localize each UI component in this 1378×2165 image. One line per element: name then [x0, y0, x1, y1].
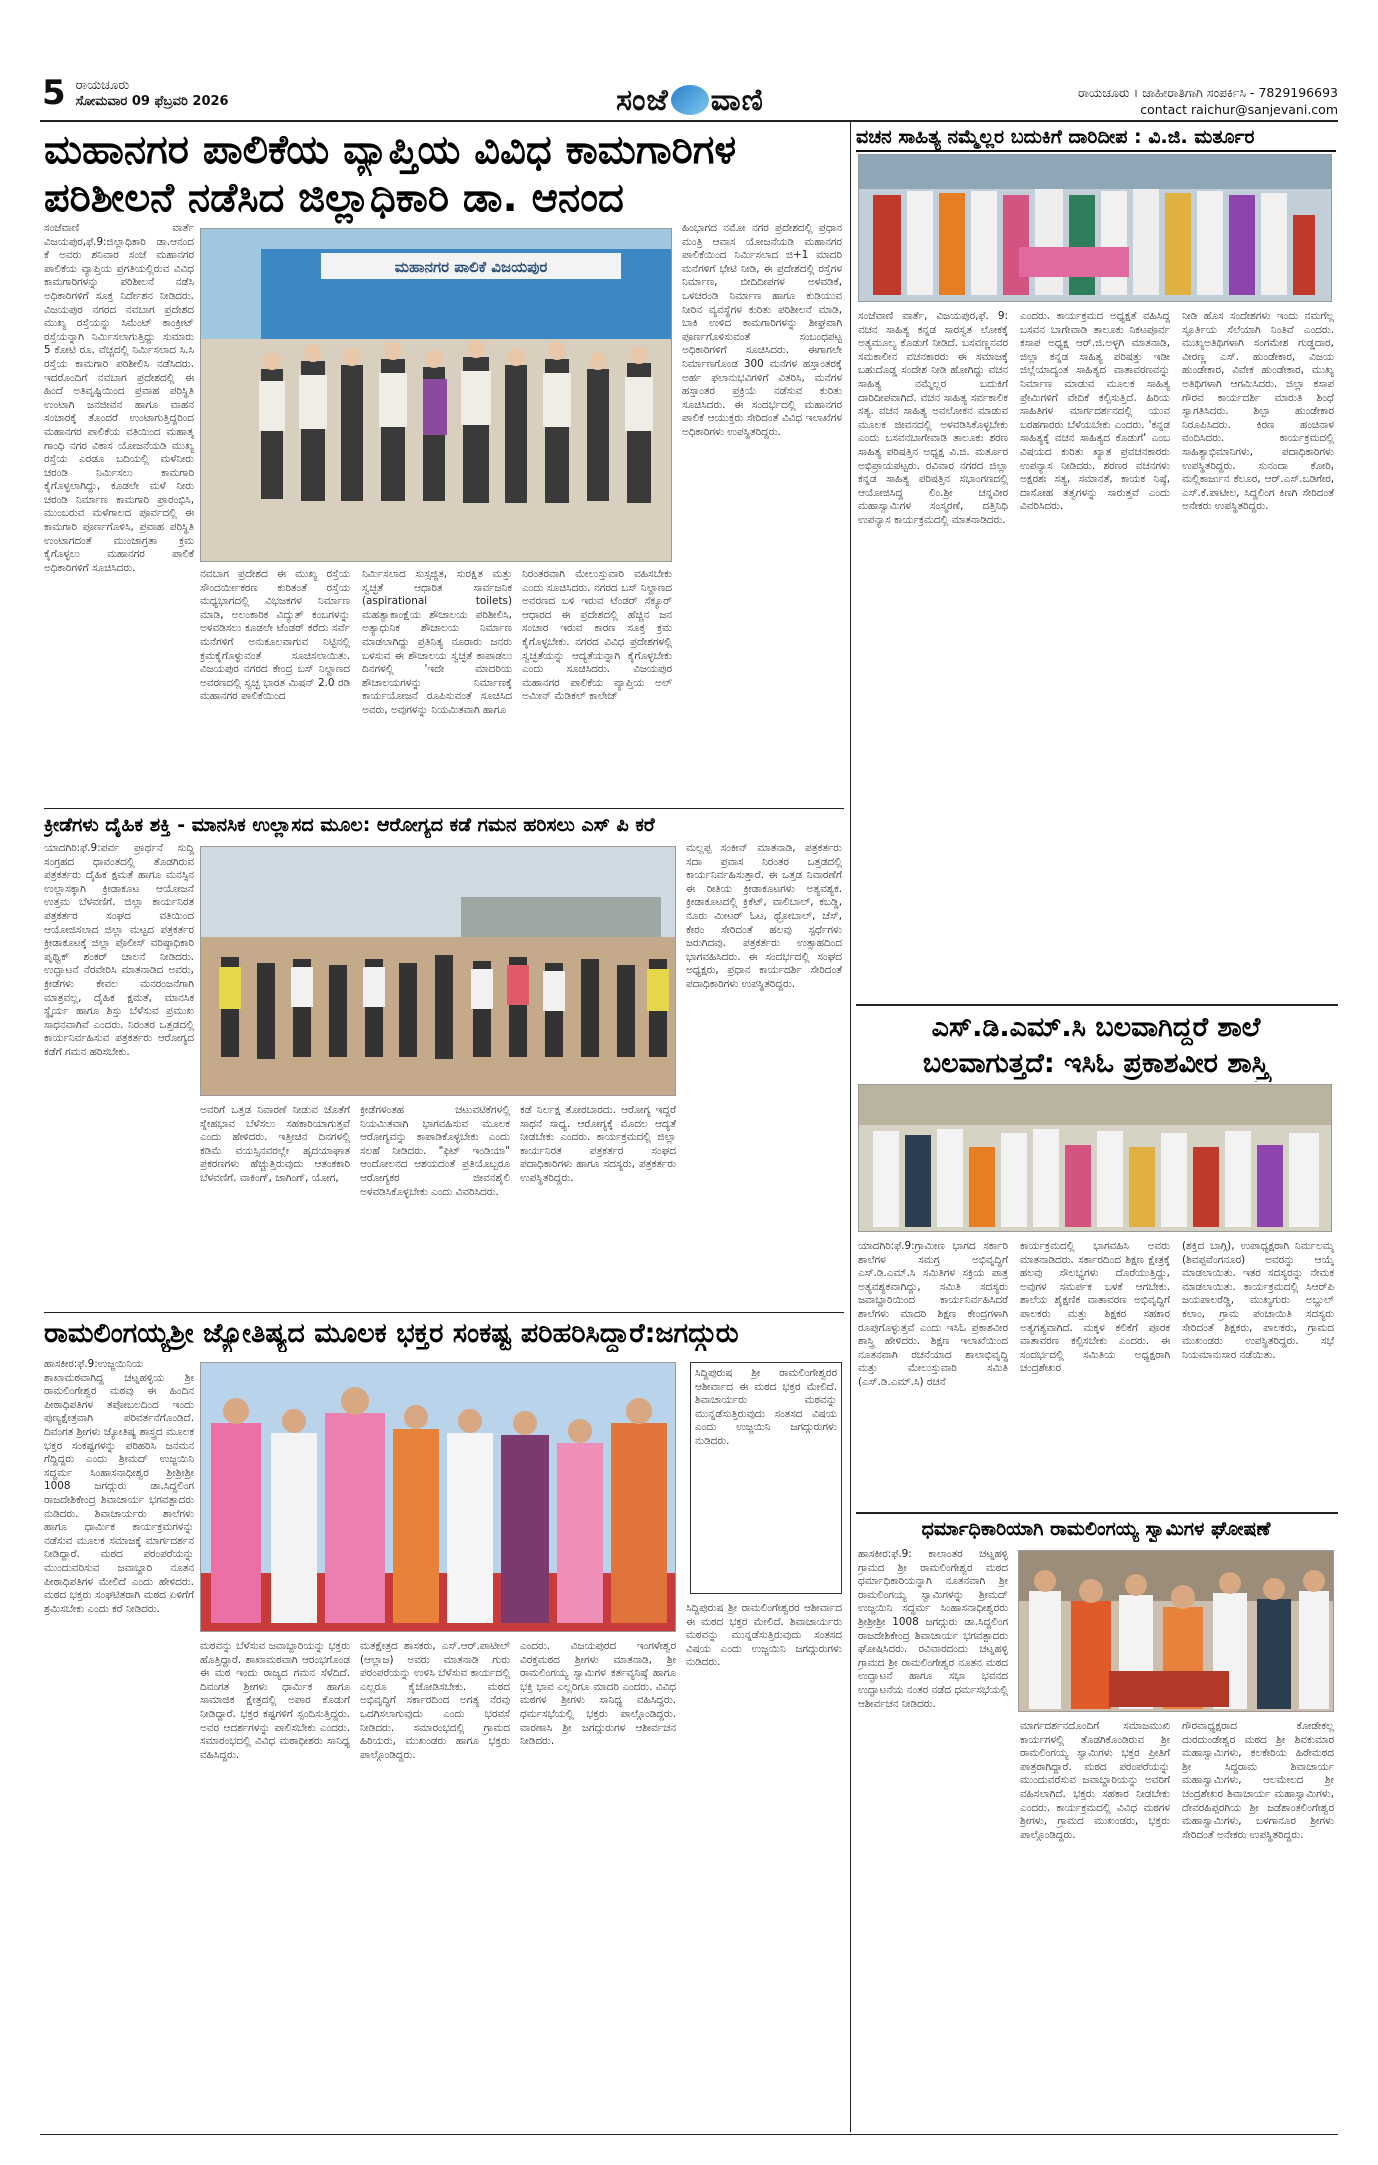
- a5-column-1: ಯಾದಗಿರಿ:ಫೆ.9:ಗ್ರಾಮೀಣ ಭಾಗದ ಸರ್ಕಾರಿ ಶಾಲೆಗಳ ಸಮಗ್ರ ಅಭಿವೃದ್ಧಿಗೆ ಎಸ್.ಡಿ.ಎಮ್.ಸಿ ಸಮಿತಿಗಳ ಸಕ್ರಿಯ ಪಾತ್ರ ಅತ್ಯವಶ್ಯಕವಾಗಿದ್ದು, ಸಮಿತಿ ಸದಸ್ಯರು ಜವಾಬ್ದಾರಿಯಿಂದ ಕಾರ್ಯನಿರ್ವಹಿಸಿದರೆ ಶಾಲೆಗಳು ಮಾದರಿ ಶಿಕ್ಷಣ ಕೇಂದ್ರಗಳಾಗಿ ರೂಪುಗೊಳ್ಳುತ್ತವೆ ಎಂದು ಇಸಿಓ ಪ್ರಕಾಶವೀರ ಶಾಸ್ತ್ರಿ ಹೇಳಿದರು. ಶಿಕ್ಷಣ ಇಲಾಖೆಯಿಂದ ನೂತನವಾಗಿ ರಚನೆಯಾದ ಶಾಲಾಭಿವೃದ್ಧಿ ಮತ್ತು ಮೇಲುಸ್ತುವಾರಿ ಸಮಿತಿ (ಎಸ್.ಡಿ.ಎಮ್.ಸಿ) ರಚನೆ: [858, 1240, 1008, 1388]
- a5-column-2: ಕಾರ್ಯಕ್ರಮದಲ್ಲಿ ಭಾಗವಹಿಸಿ ಅವರು ಮಾತನಾಡಿದರು. ಸರ್ಕಾರದಿಂದ ಶಿಕ್ಷಣ ಕ್ಷೇತ್ರಕ್ಕೆ ಹಲವು ಸೌಲಭ್ಯಗಳು ದೊರೆಯುತ್ತಿದ್ದು, ಅವುಗಳ ಸಮರ್ಪಕ ಬಳಕೆ ಆಗಬೇಕು. ಶಾಲೆಯ ಶೈಕ್ಷಣಿಕ ವಾತಾವರಣ ಅಭಿವೃದ್ಧಿಗೆ ಪಾಲಕರು ಮತ್ತು ಶಿಕ್ಷಕರ ಸಹಕಾರ ಅತ್ಯಗತ್ಯವಾಗಿದೆ. ಮಕ್ಕಳ ಕಲಿಕೆಗೆ ಪೂರಕ ವಾತಾವರಣ ಕಲ್ಪಿಸಬೇಕು ಎಂದರು. ಈ ಸಂದರ್ಭದಲ್ಲಿ ಸಮಿತಿಯ ಅಧ್ಯಕ್ಷರಾಗಿ ಚಂದ್ರಶೇಖರ: [1020, 1240, 1170, 1375]
- a6-photo-image: [1019, 1551, 1334, 1712]
- a1-photo-sign: ಮಹಾನಗರ ಪಾಲಿಕೆ ವಿಜಯಪುರ: [394, 258, 548, 276]
- a1-bottom-rule: [44, 808, 844, 809]
- a6-column-1: ಹಾಸಕೀರ:ಫೆ.9: ಕಾಲಾಂತರ ಚಟ್ನಹಳ್ಳಿ ಗ್ರಾಮದ ಶ್ರೀ ರಾಮಲಿಂಗೇಶ್ವರ ಮಠದ ಧರ್ಮಾಧಿಕಾರಿಯನ್ನಾಗಿ ನೂತನವಾಗಿ ಶ್ರೀ ರಾಮಲಿಂಗಯ್ಯ ಸ್ವಾಮಿಗಳನ್ನು ಶ್ರೀಮದ್ ಉಜ್ಜಯಿನಿ ಸದ್ಧರ್ಮ ಸಿಂಹಾಸನಾಧೀಶ್ವರರು ಶ್ರೀಶ್ರೀಶ್ರೀ 1008 ಜಗದ್ಗುರು ಡಾ.ಸಿದ್ದಲಿಂಗ ರಾಜದೇಶಿಕೇಂದ್ರ ಶಿವಾಚಾರ್ಯ ಭಗವತ್ಪಾದರು ಘೋಷಿಸಿದರು. ರವಿವಾರದಂದು ಚಟ್ನಹಳ್ಳಿ ಗ್ರಾಮದ ಶ್ರೀ ರಾಮಲಿಂಗೇಶ್ವರ ನೂತನ ಮಠದ ಉದ್ಘಾಟನೆ ಹಾಗೂ ಸಭಾ ಭವನದ ಉದ್ಘಾಟನೆಯ ನಂತರ ನಡೆದ ಧರ್ಮಸಭೆಯಲ್ಲಿ ಆಶೀರ್ವಚನ ನೀಡಿದರು.: [858, 1548, 1008, 1710]
- a2-column-4: ಕಡೆ ನಿರ್ಲಕ್ಷ ತೋರಬಾರದು. ಆರೋಗ್ಯ ಇದ್ದರೆ ಸಾಧನೆ ಸಾಧ್ಯ. ಆರೋಗ್ಯಕ್ಕೆ ಮೊದಲ ಆದ್ಯತೆ ನೀಡಬೇಕು ಎಂದರು. ಕಾರ್ಯಕ್ರಮದಲ್ಲಿ ಜಿಲ್ಲಾ ಕಾರ್ಯನಿರತ ಪತ್ರಕರ್ತರ ಸಂಘದ ಪದಾಧಿಕಾರಿಗಳು ಹಾಗೂ ಸದಸ್ಯರು, ಪತ್ರಕರ್ತರು ಉಪಸ್ಥಿತರಿದ್ದರು.: [520, 1104, 676, 1184]
- page-header-left: [42, 73, 229, 113]
- page-number: 5: [42, 73, 66, 113]
- a1-column-2: ನವಬಾಗ ಪ್ರದೇಶದ ಈ ಮುಖ್ಯ ರಸ್ತೆಯ ಸೌಂದರ್ಯೀಕರಣ ಕುರಿತಂತೆ ರಸ್ತೆಯ ಮಧ್ಯಭಾಗದಲ್ಲಿ ವಿಭಜಕಗಳ ನಿರ್ಮಾಣ ಮಾಡಿ, ಅಲಂಕಾರಿಕ ವಿದ್ಯುತ್ ಕಂಬಗಳನ್ನು ಅಳವಡಿಸಲು ಕೂಡಲೇ ಟೆಂಡರ್ ಕರೆದು ಸರ್ವೆ ಮನೆಗಳಿಗೆ ಅನುಕೂಲವಾಗುವ ನಿಟ್ಟಿನಲ್ಲಿ ಕ್ರಮಕೈಗೊಳ್ಳುವಂತೆ ಸೂಚಿಸಲಾಯಿತು. ವಿಜಯಪುರ ನಗರದ ಕೇಂದ್ರ ಬಸ್ ನಿಲ್ದಾಣದ ಅವರಣದಲ್ಲಿ ಸ್ವಚ್ಛ ಭಾರತ ಮಿಷನ್ 2.0 ರಡಿ ಮಹಾನಗರ ಪಾಲಿಕೆಯಿಂದ: [200, 568, 350, 703]
- a2-bottom-rule: [44, 1312, 844, 1313]
- a2-photo-image: [201, 847, 676, 1096]
- a5-headline-line2: ಬಲವಾಗುತ್ತದೆ: ಇಸಿಓ ಪ್ರಕಾಶವೀರ ಶಾಸ್ತ್ರಿ: [922, 1048, 1270, 1079]
- a5-photo-image: [859, 1085, 1332, 1232]
- a3-headline: ರಾಮಲಿಂಗಯ್ಯಶ್ರೀ ಜ್ಯೋತಿಷ್ಯದ ಮೂಲಕ ಭಕ್ತರ ಸಂಕಷ್ಟ ಪರಿಹರಿಸಿದ್ದಾರೆ:ಜಗದ್ಗುರು: [44, 1318, 739, 1349]
- a1-headline-line1: ಮಹಾನಗರ ಪಾಲಿಕೆಯ ವ್ಯಾಪ್ತಿಯ ವಿವಿಧ ಕಾಮಗಾರಿಗಳ: [44, 127, 737, 173]
- a3-column-5: ಸಿದ್ದಿಪುರುಷ ಶ್ರೀ ರಾಮಲಿಂಗೇಶ್ವರರ ಆಶೀರ್ವಾದ ಈ ಮಠದ ಭಕ್ತರ ಮೇಲಿದೆ. ಶಿವಾಚಾರ್ಯರು ಮಠವನ್ನು ಮುನ್ನಡೆಸುತ್ತಿರುವುದು ಸಂತಸದ ವಿಷಯ ಎಂದು ಉಜ್ಜಯಿನಿ ಜಗದ್ಗುರುಗಳು ನುಡಿದರು.: [686, 1602, 842, 1669]
- a1-photo: [200, 228, 672, 562]
- a4-photo: [858, 154, 1332, 302]
- a3-side-note: ಸಿದ್ದಿಪುರುಷ ಶ್ರೀ ರಾಮಲಿಂಗೇಶ್ವರರ ಆಶೀರ್ವಾದ ಈ ಮಠದ ಭಕ್ತರ ಮೇಲಿದೆ. ಶಿವಾಚಾರ್ಯರು ಮಠವನ್ನು ಮುನ್ನಡೆಸುತ್ತಿರುವುದು ಸಂತಸದ ವಿಷಯ ಎಂದು ಉಜ್ಜಯಿನಿ ಜಗದ್ಗುರುಗಳು ನುಡಿದರು.: [695, 1367, 837, 1447]
- a5-headline-line1: ಎಸ್.ಡಿ.ಎಮ್.ಸಿ ಬಲವಾಗಿದ್ದರೆ ಶಾಲೆ: [931, 1012, 1261, 1043]
- a6-column-3: ಗೌರವಾಧ್ಯಕ್ಷರಾದ ಕೋಡೇಕಲ್ಲ ದುರದುಂಡೇಶ್ವರ ಮಠದ ಶ್ರೀ ಶಿವಕುಮಾರ ಮಹಾಸ್ವಾಮಿಗಳು, ಕಲಕೇರಿಯ ಹಿರೇಮಠದ ಶ್ರೀ ಸಿದ್ಧರಾಮ ಶಿವಾಚಾರ್ಯ ಮಹಾಸ್ವಾಮಿಗಳು, ಆಲಮೇಲದ ಶ್ರೀ ಚಂದ್ರಶೇಖರ ಶಿವಾಚಾರ್ಯ ಮಹಾಸ್ವಾಮಿಗಳು, ದೇವರಹಿಪ್ಪರಗಿಯ ಶ್ರೀ ಜಡೆಶಾಂತಲಿಂಗೇಶ್ವರ ಮಹಾಸ್ವಾಮಿಗಳು, ಬಳಗಾನೂರ ಶ್ರೀಗಳು ಸೇರಿದಂತೆ ಅನೇಕರು ಉಪಸ್ಥಿತರಿದ್ದರು.: [1182, 1720, 1334, 1841]
- a4-headline: ವಚನ ಸಾಹಿತ್ಯ ನಮ್ಮೆಲ್ಲರ ಬದುಕಿಗೆ ದಾರಿದೀಪ : ವಿ.ಜಿ. ಮರ್ತೂರ: [856, 124, 1336, 152]
- a2-column-1: ಯಾದಗಿರಿ:ಫೆ.9:ಪರ್ವ ಪ್ರಾರ್ಥನೆ ಸುದ್ದಿ ಸಂಗ್ರಹದ ಧಾವಂತದಲ್ಲಿ ತೊಡಗಿರುವ ಪತ್ರಕರ್ತರು ದೈಹಿಕ ಕ್ಷಮತೆ ಹಾಗೂ ಮನಸ್ಸಿನ ಉಲ್ಲಾಸಕ್ಕಾಗಿ ಕ್ರೀಡಾಕೂಟ ಆಯೋಜನೆ ಉತ್ತಮ ಬೆಳವಣಿಗೆ. ಜಿಲ್ಲಾ ಕಾರ್ಯನಿರತ ಪತ್ರಕರ್ತರ ಸಂಘದ ವತಿಯಿಂದ ಆಯೋಜಿಸಲಾದ ಜಿಲ್ಲಾ ಮಟ್ಟದ ಪತ್ರಕರ್ತರ ಕ್ರೀಡಾಕೂಟಕ್ಕೆ ಜಿಲ್ಲಾ ಪೊಲೀಸ್ ವರಿಷ್ಠಾಧಿಕಾರಿ ಪೃಥ್ವಿಕ್ ಶಂಕರ್ ಚಾಲನೆ ನೀಡಿದರು. ಉದ್ಘಾಟನೆ ನೆರವೇರಿಸಿ ಮಾತನಾಡಿದ ಅವರು, ಕ್ರೀಡೆಗಳು ಕೇವಲ ಮನರಂಜನೆಗಾಗಿ ಮಾತ್ರವಲ್ಲ, ದೈಹಿಕ ಕ್ಷಮತೆ, ಮಾನಸಿಕ ಸ್ಥೈರ್ಯ ಹಾಗೂ ಶಿಸ್ತು ಬೆಳೆಸುವ ಪ್ರಮುಖ ಸಾಧನವಾಗಿವೆ ಎಂದರು. ನಿರಂತರ ಒತ್ತಡದಲ್ಲಿ ಕಾರ್ಯನಿರ್ವಹಿಸುವ ಪತ್ರಕರ್ತರು ಆರೋಗ್ಯದ ಕಡೆಗೆ ಗಮನ ಹರಿಸಬೇಕು.: [44, 842, 194, 1058]
- a4-bottom-rule: [856, 1004, 1338, 1006]
- a2-headline: ಕ್ರೀಡೆಗಳು ದೈಹಿಕ ಶಕ್ತಿ - ಮಾನಸಿಕ ಉಲ್ಲಾಸದ ಮೂಲ: ಆರೋಗ್ಯದ ಕಡೆ ಗಮನ ಹರಿಸಲು ಎಸ್ ಪಿ ಕರೆ: [44, 814, 655, 836]
- a1-column-1: ಸಂಜೆವಾಣಿ ವಾರ್ತೆ ವಿಜಯಪುರ,ಫೆ.9:ಜಿಲ್ಲಾಧಿಕಾರಿ ಡಾ.ಆನಂದ ಕೆ ಅವರು ಶನಿವಾರ ಸಂಜೆ ಮಹಾನಗರ ಪಾಲಿಕೆಯ ವ್ಯಾಪ್ತಿಯ ಪ್ರಗತಿಯಲ್ಲಿರುವ ವಿವಿಧ ಕಾಮಗಾರಿಗಳನ್ನು ಪರಿಶೀಲನೆ ನಡೆಸಿ ಅಧಿಕಾರಿಗಳಿಗೆ ಸೂಕ್ತ ನಿರ್ದೇಶನ ನೀಡಿದರು. ವಿಜಯಪುರ ನಗರದ ನವಬಾಗ ಪ್ರದೇಶದ ಮುಖ್ಯ ರಸ್ತೆಯನ್ನು ಸಿಮೆಂಟ್ ಕಾಂಕ್ರೀಟ್ ರಸ್ತೆಯನ್ನಾಗಿ ನಿರ್ಮಿಸಲಾಗುತ್ತಿದ್ದು ಸುಮಾರು 5 ಕೋಟಿ ರೂ. ವೆಚ್ಚದಲ್ಲಿ ನಿರ್ಮಿಸಲಾದ ಸಿ.ಸಿ ರಸ್ತೆಯ ಕಾಮಗಾರಿ ಪರಿಶೀಲಿಸಿ ನಡೆಸಿದರು. ಇದರೊಂದಿಗೆ ನವಬಾಗ ಪ್ರದೇಶದಲ್ಲಿ ಈ ಹಿಂದೆ ಅತಿವೃಷ್ಟಿಯಿಂದ ಪ್ರವಾಹ ಪರಿಸ್ಥಿತಿ ಉಂಟಾಗಿ ಜನಜೀವನ ಹಾಗೂ ವಾಹನ ಸಂಚಾರಕ್ಕೆ ತೊಂದರೆ ಉಂಟಾಗುತ್ತಿದ್ದರಿಂದ ಮಹಾನಗರ ಪಾಲಿಕೆಯ ವತಿಯಿಂದ ಮಹಾತ್ಮ ಗಾಂಧಿ ನಗರ ವಿಕಾಸ ಯೋಜನೆಯಡಿ ಮುಖ್ಯ ರಸ್ತೆಯ ಎರಡೂ ಬದಿಯಲ್ಲಿ ಮಳೆನೀರು ಚರಂಡಿ ನಿರ್ಮಿಸಲು ಕಾಮಗಾರಿ ಕೈಗೊಳ್ಳಲಾಗಿದ್ದು, ಕೂಡಲೇ ಮಳೆ ನೀರು ಚರಂಡಿ ನಿರ್ಮಾಣ ಕಾಮಗಾರಿ ಪ್ರಾರಂಭಿಸಿ, ಮುಂಬರುವ ಮಳೆಗಾಲದ ಪೂರ್ವದಲ್ಲಿ ಈ ಕಾಮಗಾರಿ ಪೂರ್ಣಗೊಳಿಸಿ, ಪ್ರವಾಹ ಪರಿಸ್ಥಿತಿ ಉಂಟಾಗದಂತೆ ಮುಂಜಾಗ್ರತಾ ಕ್ರಮ ಕೈಗೊಳ್ಳಲು ಮಹಾನಗರ ಪಾಲಿಕೆ ಅಧಿಕಾರಿಗಳಿಗೆ ಸೂಚಿಸಿದರು.: [44, 222, 194, 574]
- a1-photo-image: [201, 229, 672, 562]
- date-line: ಸೋಮವಾರ 09 ಫೆಬ್ರವರಿ 2026: [75, 94, 229, 109]
- a3-photo: [200, 1362, 676, 1632]
- a4-column-2: ಎಂದರು. ಕಾರ್ಯಕ್ರಮದ ಅಧ್ಯಕ್ಷತೆ ವಹಿಸಿದ್ದ ಬಸವನ ಬಾಗೇವಾಡಿ ತಾಲೂಕು ನಿಕಟಪೂರ್ವ ಕಸಾಪ ಅಧ್ಯಕ್ಷ ಆರ್.ಜಿ.ಅಳ್ಳಗಿ ಮಾತನಾಡಿ, ಜಿಲ್ಲಾ ಕನ್ನಡ ಸಾಹಿತ್ಯ ಪರಿಷತ್ತು ಇಡೀ ಜಿಲ್ಲೆಯಾದ್ಯಂತ ಸಾಹಿತ್ಯದ ವಾತಾವರಣವನ್ನು ನಿರ್ಮಾಣ ಮಾಡುವ ಮೂಲಕ ಸಾಹಿತ್ಯ ಪ್ರೇಮಿಗಳಿಗೆ ವೇದಿಕೆ ಕಲ್ಪಿಸುತ್ತಿದೆ. ಹಿರಿಯ ಸಾಹಿತಿಗಳ ಮಾರ್ಗದರ್ಶನದಲ್ಲಿ ಯುವ ಬರಹಗಾರರು ಬೆಳೆಯಬೇಕು ಎಂದರು. 'ಕನ್ನಡ ಸಾಹಿತ್ಯಕ್ಕೆ ವಚನ ಸಾಹಿತ್ಯದ ಕೊಡುಗೆ' ಎಂಬ ವಿಷಯದ ಕುರಿತು ಖ್ಯಾತ ಪ್ರವಚನಕಾರರು ಉಪನ್ಯಾಸ ನೀಡಿದರು. ಶರಣರ ವಚನಗಳು ಅಕ್ಷರಶಃ ಸತ್ಯ, ಸಮಾನತೆ, ಕಾಯಕ ನಿಷ್ಠೆ, ದಾಸೋಹ ತತ್ವಗಳನ್ನು ಸಾರುತ್ತವೆ ಎಂದು ವಿವರಿಸಿದರು.: [1020, 310, 1170, 513]
- a2-column-5: ಮಲ್ಲಪ್ಪ ಸಂಕೀನ್ ಮಾತನಾಡಿ, ಪತ್ರಕರ್ತರು ಸದಾ ಪ್ರವಾಸ ನಿರಂತರ ಒತ್ತಡದಲ್ಲಿ ಕಾರ್ಯನಿರ್ವಹಿಸುತ್ತಾರೆ. ಈ ಒತ್ತಡ ನಿವಾರಣೆಗೆ ಈ ರೀತಿಯ ಕ್ರೀಡಾಕೂಟಗಳು ಅತ್ಯವಶ್ಯಕ. ಕ್ರೀಡಾಕೂಟದಲ್ಲಿ ಕ್ರಿಕೆಟ್, ವಾಲಿಬಾಲ್, ಕಬಡ್ಡಿ, ನೂರು ಮೀಟರ್ ಓಟ, ಥ್ರೋಬಾಲ್, ಚೆಸ್, ಕೇರಂ ಸೇರಿದಂತೆ ಹಲವು ಸ್ಪರ್ಧೆಗಳು ಜರುಗಿದವು. ಪತ್ರಕರ್ತರು ಉತ್ಸಾಹದಿಂದ ಭಾಗವಹಿಸಿದರು. ಈ ಸಂದರ್ಭದಲ್ಲಿ ಸಂಘದ ಅಧ್ಯಕ್ಷರು, ಪ್ರಧಾನ ಕಾರ್ಯದರ್ಶಿ ಸೇರಿದಂತೆ ಪದಾಧಿಕಾರಿಗಳು ಉಪಸ್ಥಿತರಿದ್ದರು.: [686, 842, 842, 990]
- a2-column-2: ಅವರಿಗೆ ಒತ್ತಡ ನಿವಾರಣೆ ನೀಡುವ ಜೊತೆಗೆ ಸ್ನೇಹಭಾವ ಬೆಳೆಸಲು ಸಹಕಾರಿಯಾಗುತ್ತವೆ ಎಂದು ಹೇಳಿದರು. ಇತ್ತೀಚಿನ ದಿನಗಳಲ್ಲಿ ಕಡಿಮೆ ವಯಸ್ಸಿನವರಲ್ಲೇ ಹೃದಯಾಘಾತ ಪ್ರಕರಣಗಳು ಹೆಚ್ಚುತ್ತಿರುವುದು ಆತಂಕಕಾರಿ ಬೆಳವಣಿಗೆ. ವಾಕಿಂಗ್, ಜಾಗಿಂಗ್, ಯೋಗ,: [200, 1104, 350, 1184]
- city-label: ರಾಯಚೂರು: [75, 78, 130, 93]
- a5-bottom-rule: [856, 1512, 1338, 1514]
- a3-column-2: ಮಠವನ್ನು ಬೆಳೆಸುವ ಜವಾಬ್ದಾರಿಯನ್ನು ಭಕ್ತರು ಹೊತ್ತಿದ್ದಾರೆ. ಶಾಖಾಮಠವಾಗಿ ಆರಂಭಗೊಂಡ ಈ ಮಠ ಇಂದು ರಾಜ್ಯದ ಗಮನ ಸೆಳೆದಿದೆ. ದಿವಂಗತ ಶ್ರೀಗಳು ಧಾರ್ಮಿಕ ಹಾಗೂ ಸಾಮಾಜಿಕ ಕ್ಷೇತ್ರದಲ್ಲಿ ಅಪಾರ ಕೊಡುಗೆ ನೀಡಿದ್ದಾರೆ. ಭಕ್ತರ ಕಷ್ಟಗಳಿಗೆ ಸ್ಪಂದಿಸುತ್ತಿದ್ದರು. ಅವರ ಆದರ್ಶಗಳನ್ನು ಪಾಲಿಸಬೇಕು ಎಂದರು. ಸಮಾರಂಭದಲ್ಲಿ ವಿವಿಧ ಮಠಾಧೀಶರು ಸಾನಿಧ್ಯ ವಹಿಸಿದ್ದರು.: [200, 1640, 350, 1761]
- a3-column-1: ಹಾಸಕೀರ:ಫೆ.9:ಉಜ್ಜಯಿನಿಯ ಶಾಖಾಮಠವಾಗಿದ್ದ ಚಟ್ನಹಳ್ಳಿಯ ಶ್ರೀ ರಾಮಲಿಂಗೇಶ್ವರ ಮಠವು ಈ ಹಿಂದಿನ ಪೀಠಾಧಿಪತಿಗಳ ತಪೋಬಲದಿಂದ ಇಂದು ಪುಣ್ಯಕ್ಷೇತ್ರವಾಗಿ ಪರಿವರ್ತನೆಗೊಂಡಿದೆ. ದಿವಂಗತ ಶ್ರೀಗಳು ಜ್ಯೋತಿಷ್ಯ ಶಾಸ್ತ್ರದ ಮೂಲಕ ಭಕ್ತರ ಸಂಕಷ್ಟಗಳನ್ನು ಪರಿಹರಿಸಿ ಜನಮನ ಗೆದ್ದಿದ್ದರು ಎಂದು ಶ್ರೀಮದ್ ಉಜ್ಜಯಿನಿ ಸದ್ಧರ್ಮ ಸಿಂಹಾಸನಾಧೀಶ್ವರ ಶ್ರೀಶ್ರೀಶ್ರೀ 1008 ಜಗದ್ಗುರು ಡಾ.ಸಿದ್ದಲಿಂಗ ರಾಜದೇಶಿಕೇಂದ್ರ ಶಿವಾಚಾರ್ಯ ಭಗವತ್ಪಾದರು ನುಡಿದರು. ಶಿವಾಚಾರ್ಯರು ಶಾಲೆಗಳು ಹಾಗೂ ಧಾರ್ಮಿಕ ಕಾರ್ಯಕ್ರಮಗಳನ್ನು ನಡೆಸುವ ಮೂಲಕ ಸಮಾಜಕ್ಕೆ ಮಾರ್ಗದರ್ಶನ ನೀಡಿದ್ದಾರೆ. ಮಠದ ಪರಂಪರೆಯನ್ನು ಮುಂದುವರಿಸುವ ಜವಾಬ್ದಾರಿ ನೂತನ ಪೀಠಾಧಿಪತಿಗಳ ಮೇಲಿದೆ ಎಂದು ಹೇಳಿದರು. ಮಠದ ಭಕ್ತರು ಸಂಘಟಿತರಾಗಿ ಮಠದ ಏಳಿಗೆಗೆ ಶ್ರಮಿಸಬೇಕು ಎಂದು ಕರೆ ನೀಡಿದರು.: [44, 1358, 194, 1615]
- a6-photo: [1018, 1550, 1334, 1712]
- a1-headline-line2: ಪರಿಶೀಲನೆ ನಡೆಸಿದ ಜಿಲ್ಲಾಧಿಕಾರಿ ಡಾ. ಆನಂದ: [44, 175, 624, 221]
- a3-column-4: ಎಂದರು. ವಿಜಯಪುರದ ಇಂಗಳೇಶ್ವರ ವಿರಕ್ತಮಠದ ಶ್ರೀಗಳು ಮಾತನಾಡಿ, ಶ್ರೀ ರಾಮಲಿಂಗಯ್ಯ ಸ್ವಾಮಿಗಳ ಕರ್ತವ್ಯನಿಷ್ಠೆ ಹಾಗೂ ಭಕ್ತಿ ಭಾವ ಎಲ್ಲರಿಗೂ ಮಾದರಿ ಎಂದರು. ವಿವಿಧ ಮಠಗಳ ಶ್ರೀಗಳು ಸಾನಿಧ್ಯ ವಹಿಸಿದ್ದರು. ಧರ್ಮಸಭೆಯಲ್ಲಿ ಭಕ್ತರು ಪಾಲ್ಗೊಂಡಿದ್ದರು. ವಾರಣಾಸಿ ಶ್ರೀ ಜಗದ್ಗುರುಗಳ ಆಶೀರ್ವಚನ ನೀಡಿದರು.: [520, 1640, 676, 1748]
- masthead-right: ವಾಣಿ: [710, 82, 764, 118]
- a4-photo-image: [859, 155, 1332, 302]
- a1-column-4: ನಿರಂತರವಾಗಿ ಮೇಲುಸ್ತುವಾರಿ ವಹಿಸಬೇಕು ಎಂದು ಸೂಚಿಸಿದರು. ನಗರದ ಬಸ್ ನಿಲ್ದಾಣದ ಅವರಣದ ಬಳಿ ಇರುವ ಟೆಂಡರ್ ಸೆಕ್ಯೂರ್ ಆಧಾರದ ಈ ಪ್ರದೇಶದಲ್ಲಿ ಹೆಚ್ಚಿನ ಜನ ಸಂಚಾರ ಇರುವ ಕಾರಣ ಸೂಕ್ತ ಕ್ರಮ ಕೈಗೊಳ್ಳಬೇಕು. ನಗರದ ವಿವಿಧ ಪ್ರದೇಶಗಳಲ್ಲಿ ಸ್ವಚ್ಛತೆಯನ್ನು ಆದ್ಯತೆಯನ್ನಾಗಿ ಕೈಗೊಳ್ಳಬೇಕು ಎಂದು ಸೂಚಿಸಿದರು. ವಿಜಯಪುರ ಮಹಾನಗರ ಪಾಲಿಕೆಯ ವ್ಯಾಪ್ತಿಯ ಅಲ್ ಅಮೀನ್ ಮೆಡಿಕಲ್ ಕಾಲೇಜ್: [522, 568, 672, 703]
- contact-email[interactable]: contact raichur@sanjevani.com: [1140, 102, 1338, 117]
- section-divider: [850, 122, 851, 2132]
- a6-column-2: ಮಾರ್ಗದರ್ಶನದೊಂದಿಗೆ ಸಮಾಜಮುಖಿ ಕಾರ್ಯಗಳಲ್ಲಿ ತೊಡಗಿಕೊಂಡಿರುವ ಶ್ರೀ ರಾಮಲಿಂಗಯ್ಯ ಸ್ವಾಮಿಗಳು ಭಕ್ತರ ಪ್ರೀತಿಗೆ ಪಾತ್ರರಾಗಿದ್ದಾರೆ. ಮಠದ ಪರಂಪರೆಯನ್ನು ಮುಂದುವರೆಸುವ ಜವಾಬ್ದಾರಿಯನ್ನು ಅವರಿಗೆ ವಹಿಸಲಾಗಿದೆ. ಭಕ್ತರು ಸಹಕಾರ ನೀಡಬೇಕು ಎಂದರು. ಕಾರ್ಯಕ್ರಮದಲ್ಲಿ ವಿವಿಧ ಮಠಗಳ ಶ್ರೀಗಳು, ಗ್ರಾಮದ ಮುಖಂಡರು, ಭಕ್ತರು ಪಾಲ್ಗೊಂಡಿದ್ದರು.: [1020, 1720, 1170, 1841]
- a5-photo: [858, 1084, 1332, 1232]
- footer-rule: [40, 2134, 1338, 2135]
- a3-photo-image: [201, 1363, 676, 1632]
- a1-column-5: ಹಿಂಭಾಗದ ನಮೋ ನಗರ ಪ್ರದೇಶದಲ್ಲಿ ಪ್ರಧಾನ ಮಂತ್ರಿ ಆವಾಸ ಯೋಜನೆಯಡಿ ಮಹಾನಗರ ಪಾಲಿಕೆಯಿಂದ ನಿರ್ಮಿಸಲಾದ ಜಿ+1 ಮಾದರಿ ಮನೆಗಳಿಗೆ ಭೇಟಿ ನೀಡಿ, ಈ ಪ್ರದೇಶದಲ್ಲಿ ರಸ್ತೆಗಳ ನಿರ್ಮಾಣ, ಬೀದಿದೀಪಗಳ ಅಳವಡಿಕೆ, ಒಳಚರಂಡಿ ನಿರ್ಮಾಣ ಹಾಗೂ ಕುಡಿಯುವ ನೀರಿನ ವ್ಯವಸ್ಥೆಗಳ ಕುರಿತು ಪರಿಶೀಲನೆ ಮಾಡಿ, ಬಾಕಿ ಉಳಿದ ಕಾಮಗಾರಿಗಳನ್ನು ಶೀಘ್ರವಾಗಿ ಪೂರ್ಣಗೊಳಿಸುವಂತೆ ಸಂಬಂಧಪಟ್ಟ ಅಧಿಕಾರಿಗಳಿಗೆ ಸೂಚಿಸಿದರು. ಈಗಾಗಲೇ ನಿರ್ಮಾಣಗೊಂಡ 300 ಮನೆಗಳ ಹಸ್ತಾಂತರಕ್ಕೆ ಅರ್ಹ ಫಲಾನುಭವಿಗಳಿಗೆ ವಿತರಿಸಿ, ಮನೆಗಳ ಹಸ್ತಾಂತರ ಪ್ರಕ್ರಿಯೆ ನಡೆಸುವ ಕುರಿತು ಸೂಚಿಸಿದರು. ಈ ಸಂದರ್ಭದಲ್ಲಿ ಮಹಾನಗರ ಪಾಲಿಕೆ ಆಯುಕ್ತರು ಸೇರಿದಂತೆ ವಿವಿಧ ಇಲಾಖೆಗಳ ಅಧಿಕಾರಿಗಳು ಉಪಸ್ಥಿತರಿದ್ದರು.: [682, 222, 842, 438]
- a6-headline: ಧರ್ಮಾಧಿಕಾರಿಯಾಗಿ ರಾಮಲಿಂಗಯ್ಯ ಸ್ವಾಮಿಗಳ ಘೋಷಣೆ: [921, 1518, 1271, 1540]
- a1-column-3: ನಿರ್ಮಿಸಲಾದ ಸುಸ್ಸಜ್ಜಿತ, ಸುರಕ್ಷಿತ ಮತ್ತು ಸ್ವಚ್ಛತೆ ಆಧಾರಿತ ಸಾರ್ವಜನಿಕ (aspirational toilets) ಮಹತ್ವಾಕಾಂಕ್ಷೆಯ ಶೌಚಾಲಯ ಪರಿಶೀಲಿಸಿ, ಅತ್ಯಾಧುನಿಕ ಶೌಚಾಲಯ ನಿರ್ಮಾಣ ಮಾಡಲಾಗಿದ್ದು ಪ್ರತಿನಿತ್ಯ ನೂರಾರು ಜನರು ಬಳಸುವ ಈ ಶೌಚಾಲಯ ಸ್ವಚ್ಛತೆ ಕಾಪಾಡಲು ದಿನಗಳಲ್ಲಿ 'ಇದೇ ಮಾದರಿಯ ಶೌಚಾಲಯಗಳನ್ನು ನಿರ್ಮಾಣಕ್ಕೆ ಕಾರ್ಯಯೋಜನೆ ರೂಪಿಸುವಂತೆ ಸೂಚಿಸಿದ ಅವರು, ಅವುಗಳನ್ನು ನಿಯಮಿತವಾಗಿ ಹಾಗೂ: [362, 568, 512, 716]
- masthead-emblem-icon: [671, 85, 709, 115]
- a3-column-3: ಮತಕ್ಷೇತ್ರದ ಶಾಸಕರು, ಎಸ್.ಆರ್.ಪಾಟೀಲ್ (ಆಲ್ಲಾಜ) ಅವರು ಮಾತನಾಡಿ ಗುರು ಪರಂಪರೆಯನ್ನು ಉಳಿಸಿ ಬೆಳೆಸುವ ಕಾರ್ಯದಲ್ಲಿ ಎಲ್ಲರೂ ಕೈಜೋಡಿಸಬೇಕು. ಮಠದ ಅಭಿವೃದ್ಧಿಗೆ ಸರ್ಕಾರದಿಂದ ಅಗತ್ಯ ನೆರವು ಒದಗಿಸಲಾಗುವುದು ಎಂದು ಭರವಸೆ ನೀಡಿದರು. ಸಮಾರಂಭದಲ್ಲಿ ಗ್ರಾಮದ ಹಿರಿಯರು, ಮುಖಂಡರು ಹಾಗೂ ಭಕ್ತರು ಪಾಲ್ಗೊಂಡಿದ್ದರು.: [360, 1640, 510, 1761]
- page-header-right: [1078, 84, 1338, 118]
- header-rule: [40, 120, 1338, 122]
- a5-column-3: (ಶಕ್ತಿದ ಬಾಗ್ಗಿ), ಉಪಾಧ್ಯಕ್ಷರಾಗಿ ನಿರ್ಮಲಮ್ಮ (ಶಿವಪ್ಪವೆಂಗನೂರ) ಅವರನ್ನು ಆಯ್ಕೆ ಮಾಡಲಾಯಿತು. ಇತರ ಸದಸ್ಯರನ್ನು ನೇಮಕ ಮಾಡಲಾಯಿತು. ಕಾರ್ಯಕ್ರಮದಲ್ಲಿ ಸಿಆರ್‌ಪಿ ಜಯಪಾಲರೆಡ್ಡಿ, ಮುಖ್ಯಗುರು ಅಬ್ದುಲ್ ಕಲಾಂ, ಗ್ರಾಮ ಪಂಚಾಯಿತಿ ಸದಸ್ಯರು ಸೇರಿದಂತೆ ಶಿಕ್ಷಕರು, ಪಾಲಕರು, ಗ್ರಾಮದ ಮುಖಂಡರು ಉಪಸ್ಥಿತರಿದ್ದರು. ಸಭೆ ನಿಯಮಾನುಸಾರ ನಡೆಯಿತು.: [1182, 1240, 1334, 1361]
- masthead-logo: [590, 78, 790, 122]
- a4-column-3: ನೀಡಿ ಹೊಸ ಸಂದೇಶಗಳು ಇಂದು ನಮಗೆಲ್ಲ ಸ್ಫೂರ್ತಿಯ ಸೆಲೆಯಾಗಿ ನಿಂತಿವೆ ಎಂದರು. ಮುಖ್ಯಅತಿಥಿಗಳಾಗಿ ಸಂಗಮೇಶ ಗುಡ್ಡದಾರ, ವೀರಣ್ಣ ಎಸ್. ಹುಂಡೇಕಾರ, ವಿಜಯ ಹುಂಡೇಕಾರ, ವಿವೇಕ ಹುಂಡೇಕಾರ, ಮುಖ್ಯ ಅತಿಥಿಗಳಾಗಿ ಆಗಮಿಸಿದರು. ಜಿಲ್ಲಾ ಕಸಾಪ ಗೌರವ ಕಾರ್ಯದರ್ಶಿ ಮಾರುತಿ ಶಿಂಧೆ ಸ್ವಾಗತಿಸಿದರು. ಶಿಲ್ಪಾ ಹುಂಡೇಕಾರ ನಿರೂಪಿಸಿದರು. ಕಿರಣ ಹಂಚಿನಾಳ ವಂದಿಸಿದರು. ಕಾರ್ಯಕ್ರಮದಲ್ಲಿ ಸಾಹಿತ್ಯಾಭಿಮಾನಿಗಳು, ಪದಾಧಿಕಾರಿಗಳು ಉಪಸ್ಥಿತರಿದ್ದರು. ಸುನಂದಾ ಕೋರಿ, ಮಲ್ಲಿಕಾರ್ಜುನ ಕೆಲೂರ, ಆರ್.ಎಸ್.ಬಡಿಗೇರ, ಎಸ್.ಕೆ.ಪಾಟೀಲ, ಸಿದ್ದಲಿಂಗ ಕಿಣಗಿ ಸೇರಿದಂತೆ ಅನೇಕರು ಉಪಸ್ಥಿತರಿದ್ದರು.: [1182, 310, 1334, 513]
- a4-column-1: ಸಂಜೆವಾಣಿ ವಾರ್ತೆ, ವಿಜಯಪುರ,ಫೆ. 9: ವಚನ ಸಾಹಿತ್ಯ ಕನ್ನಡ ಸಾರಸ್ವತ ಲೋಕಕ್ಕೆ ಅತ್ಯಮೂಲ್ಯ ಕೊಡುಗೆ ನೀಡಿದೆ. ಬಸವಣ್ಣನವರ ಸಮಕಾಲೀನ ವಚನಕಾರರು ಈ ಸಮಾಜಕ್ಕೆ ಬಹುದೊಡ್ಡ ಸಂದೇಶ ನೀಡಿ ಹೋಗಿದ್ದು ವಚನ ಸಾಹಿತ್ಯ ನಮ್ಮೆಲ್ಲರ ಬದುಕಿಗೆ ದಾರಿದೀಪವಾಗಿದೆ. ವಚನ ಸಾಹಿತ್ಯ ಸರ್ವಕಾಲಿಕ ಸತ್ಯ. ವಚನ ಸಾಹಿತ್ಯ ಅವಲೋಕನ ಮಾಡುವ ಮೂಲಕ ಜೀವನದಲ್ಲಿ ಅಳವಡಿಸಿಕೊಳ್ಳಬೇಕು ಎಂದು ಬಸವನಬಾಗೇವಾಡಿ ತಾಲೂಕು ಶರಣ ಸಾಹಿತ್ಯ ಪರಿಷತ್ತಿನ ಅಧ್ಯಕ್ಷ ವಿ.ಜಿ. ಮರ್ತೂರ ಅಭಿಪ್ರಾಯಪಟ್ಟರು. ರವಿವಾರ ನಗರದ ಜಿಲ್ಲಾ ಕನ್ನಡ ಸಾಹಿತ್ಯ ಪರಿಷತ್ತಿನ ಸಭಾಂಗಣದಲ್ಲಿ ಆಯೋಜಿಸಿದ್ದ ಲಿಂ.ಶ್ರೀ ಚನ್ನವೀರ ಮಹಾಸ್ವಾಮಿಗಳ ಸಂಸ್ಮರಣೆ, ದತ್ತಿನಿಧಿ ಉಪನ್ಯಾಸ ಕಾರ್ಯಕ್ರಮದಲ್ಲಿ ಮಾತನಾಡಿದರು.: [858, 310, 1008, 526]
- a3-side-box: [690, 1362, 842, 1594]
- masthead-left: ಸಂಜೆ: [616, 82, 669, 118]
- a2-photo: [200, 846, 676, 1096]
- a2-column-3: ಕ್ರೀಡೆಗಳಂತಹ ಚಟುವಟಿಕೆಗಳಲ್ಲಿ ನಿಯಮಿತವಾಗಿ ಭಾಗವಹಿಸುವ ಮೂಲಕ ಆರೋಗ್ಯವನ್ನು ಕಾಪಾಡಿಕೊಳ್ಳಬೇಕು ಎಂದು ಸಲಹೆ ನೀಡಿದರು. "ಫಿಟ್ ಇಂಡಿಯಾ" ಆಂದೋಲನದ ಆಶಯದಂತೆ ಪ್ರತಿಯೊಬ್ಬರೂ ಆರೋಗ್ಯಕರ ಜೀವನಶೈಲಿ ಅಳವಡಿಸಿಕೊಳ್ಳಬೇಕು ಎಂದು ವಿವರಿಸಿದರು.: [360, 1104, 510, 1198]
- ad-contact-line: ರಾಯಚೂರು । ಜಾಹೀರಾತಿಗಾಗಿ ಸಂಪರ್ಕಿಸಿ - 7829196693: [1078, 85, 1338, 100]
